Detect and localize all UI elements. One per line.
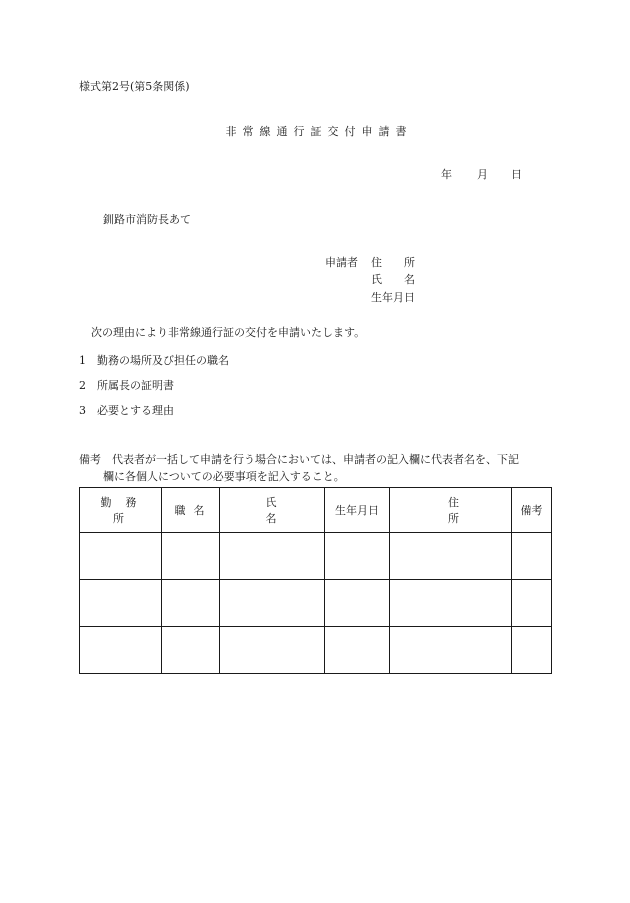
header-name: 氏名: [220, 488, 325, 533]
list-item: [79, 355, 229, 366]
table-cell[interactable]: [325, 627, 390, 674]
applicant-address-label: 住所: [371, 256, 437, 269]
table-cell[interactable]: [390, 533, 512, 580]
table-cell[interactable]: [220, 533, 325, 580]
table-cell[interactable]: [220, 627, 325, 674]
header-workplace: 勤務所: [80, 488, 162, 533]
addressee: 釧路市消防長あて: [103, 213, 191, 226]
remarks-line-2: 欄に各個人についての必要事項を記入すること。: [103, 470, 345, 483]
table-cell[interactable]: [512, 533, 552, 580]
intro-text: 次の理由により非常線通行証の交付を申請いたします。: [91, 326, 366, 339]
applicant-name-label: 氏名: [371, 273, 437, 286]
list-item: [79, 380, 174, 391]
table-row: [80, 580, 552, 627]
table-cell[interactable]: [325, 533, 390, 580]
remarks-line-1: 備考 代表者が一括して申請を行う場合においては、申請者の記入欄に代表者名を、下記: [79, 453, 519, 466]
table-cell[interactable]: [220, 580, 325, 627]
header-address: 住所: [390, 488, 512, 533]
form-number: 様式第2号(第5条関係): [79, 80, 190, 93]
document-title: 非常線通行証交付申請書: [225, 125, 413, 138]
date-month-label: 月: [477, 168, 488, 181]
table-row: [80, 627, 552, 674]
table-row: [80, 533, 552, 580]
list-item-number: 1: [79, 354, 86, 367]
header-position: 職名: [162, 488, 220, 533]
table-cell[interactable]: [162, 580, 220, 627]
date-year-label: 年: [441, 168, 452, 181]
table-cell[interactable]: [325, 580, 390, 627]
list-item-text: 必要とする理由: [97, 404, 174, 417]
table-cell[interactable]: [512, 580, 552, 627]
table-cell[interactable]: [390, 580, 512, 627]
list-item-text: 勤務の場所及び担任の職名: [97, 354, 229, 367]
table-cell[interactable]: [80, 627, 162, 674]
table-cell[interactable]: [162, 627, 220, 674]
roster-table: [79, 487, 552, 674]
list-item-number: 3: [79, 404, 86, 417]
table-cell[interactable]: [390, 627, 512, 674]
applicant-label: 申請者: [325, 256, 358, 269]
header-birthdate: 生年月日: [325, 488, 390, 533]
table-cell[interactable]: [80, 580, 162, 627]
table-cell[interactable]: [162, 533, 220, 580]
list-item-number: 2: [79, 379, 86, 392]
table-cell[interactable]: [80, 533, 162, 580]
date-day-label: 日: [511, 168, 522, 181]
list-item: [79, 405, 174, 416]
applicant-birthdate-label: 生年月日: [371, 291, 415, 304]
list-item-text: 所属長の証明書: [97, 379, 174, 392]
table-header-row: [80, 488, 552, 533]
table-cell[interactable]: [512, 627, 552, 674]
header-remarks: 備考: [512, 488, 552, 533]
